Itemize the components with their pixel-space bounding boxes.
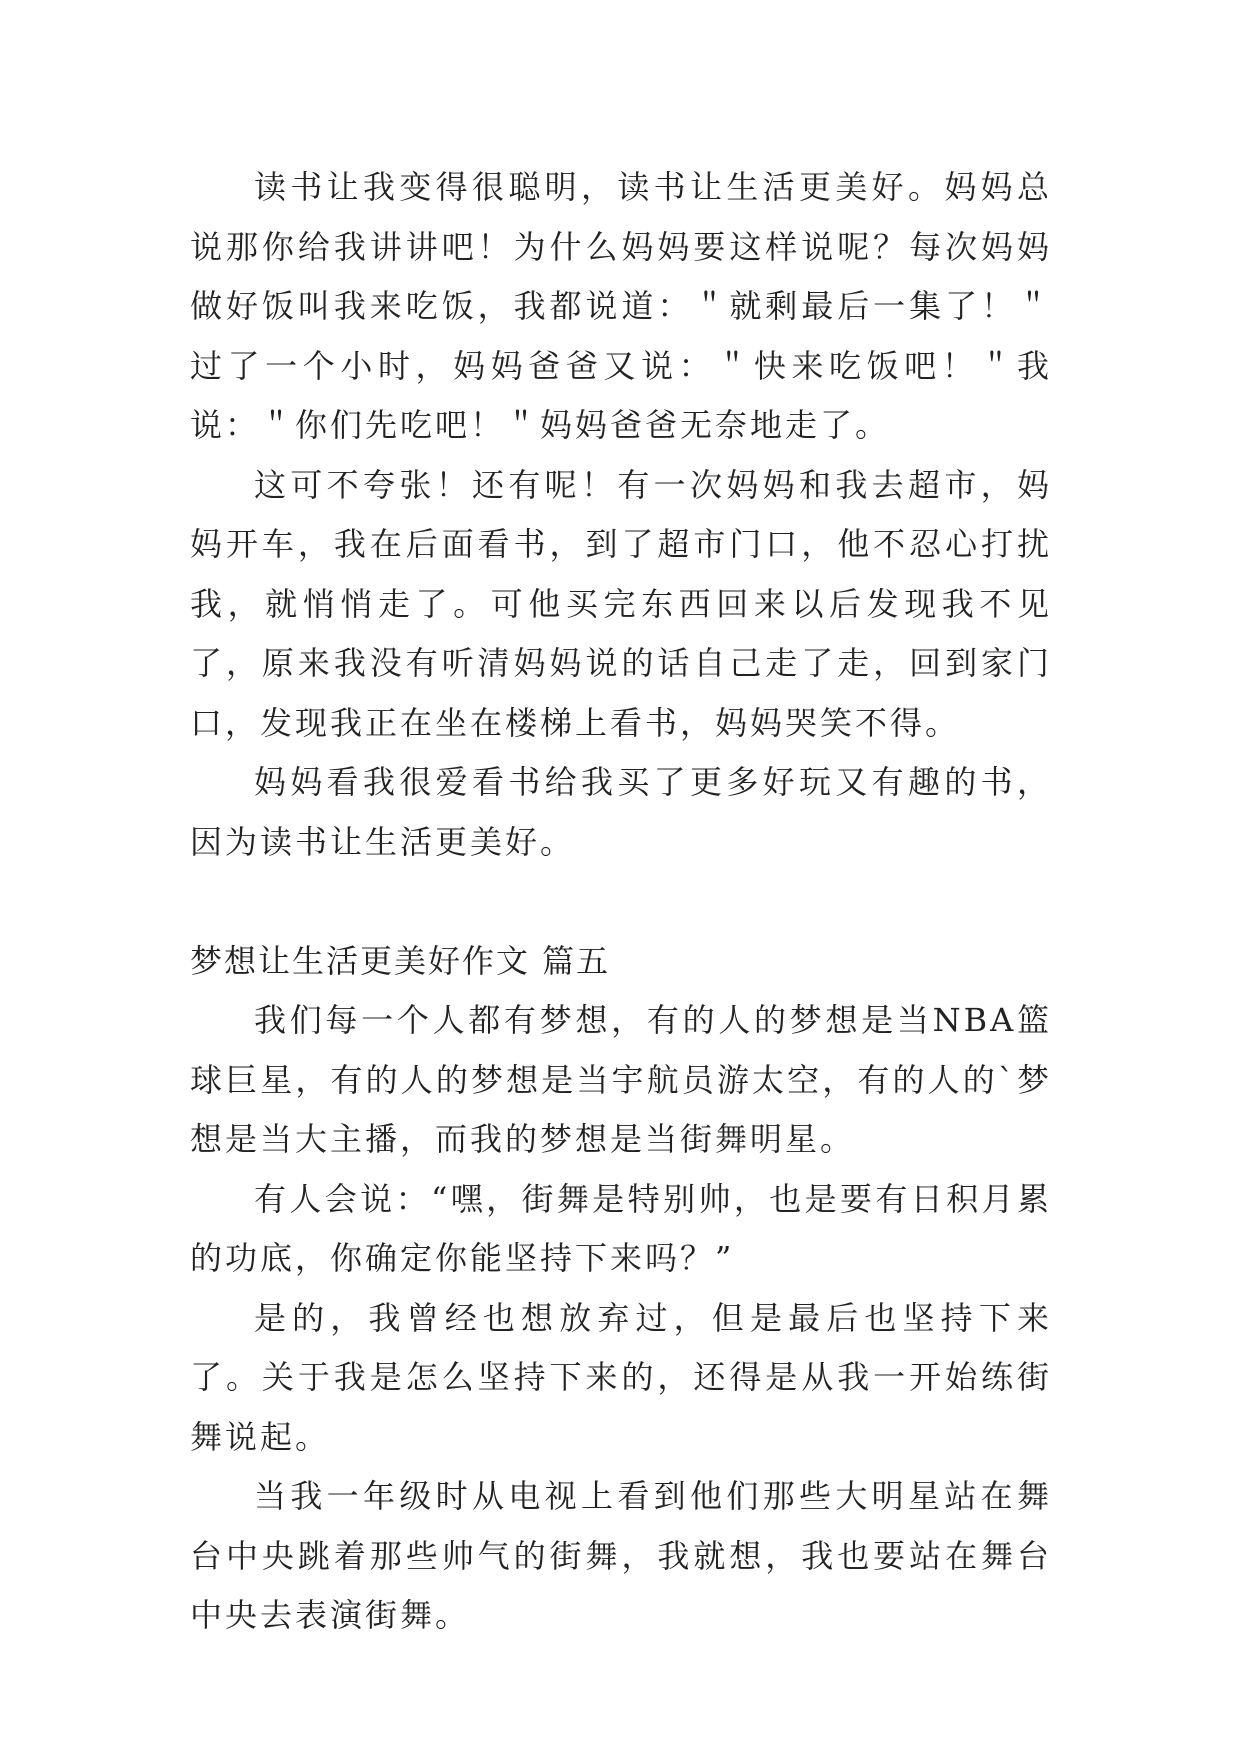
paragraph: 读书让我变得很聪明，读书让生活更美好。妈妈总说那你给我讲讲吧！为什么妈妈要这样说呢？每次妈妈做好饭叫我来吃饭，我都说道：＂就剩最后一集了！＂过了一个小时，妈妈爸爸又说：＂快来吃饭吧！＂我说：＂你们先吃吧！＂妈妈爸爸无奈地走了。 xyxy=(190,168,1052,444)
paragraph: 是的，我曾经也想放弃过，但是最后也坚持下来了。关于我是怎么坚持下来的，还得是从我一开始练街舞说起。 xyxy=(190,1298,1052,1456)
paragraph: 有人会说：“嘿，街舞是特别帅，也是要有日积月累的功底，你确定你能坚持下来吗？” xyxy=(190,1179,1052,1277)
section-heading: 梦想让生活更美好作文 篇五 xyxy=(190,941,611,980)
paragraph: 我们每一个人都有梦想，有的人的梦想是当NBA篮球巨星，有的人的梦想是当宇航员游太空，有的人的`梦想是当大主播，而我的梦想是当街舞明星。 xyxy=(190,1001,1052,1158)
paragraph: 这可不夸张！还有呢！有一次妈妈和我去超市，妈妈开车，我在后面看书，到了超市门口，他不忍心打扰我，就悄悄走了。可他买完东西回来以后发现我不见了，原来我没有听清妈妈说的话自己走了走，回到家门口，发现我正在坐在楼梯上看书，妈妈哭笑不得。 xyxy=(190,465,1052,742)
paragraph: 妈妈看我很爱看书给我买了更多好玩又有趣的书，因为读书让生活更美好。 xyxy=(190,763,1052,861)
paragraph: 当我一年级时从电视上看到他们那些大明星站在舞台中央跳着那些帅气的街舞，我就想，我也要站在舞台中央去表演街舞。 xyxy=(190,1477,1052,1634)
document-page xyxy=(190,158,1052,1646)
